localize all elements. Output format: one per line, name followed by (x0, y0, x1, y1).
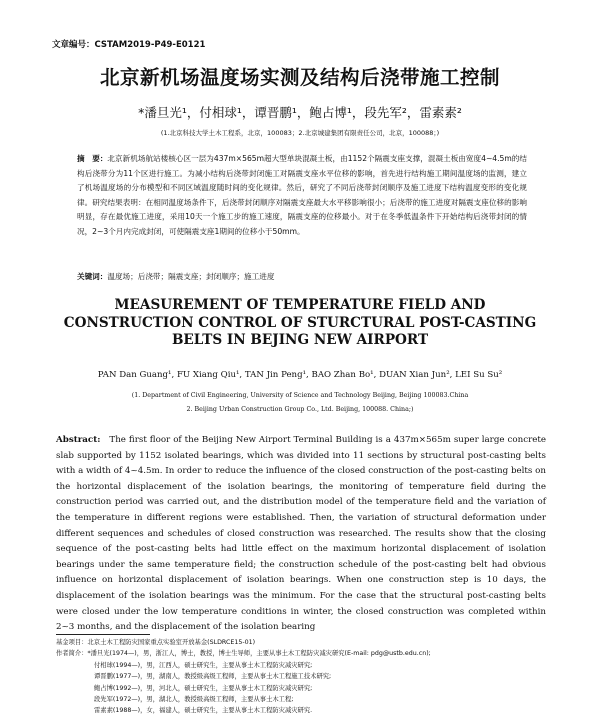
footnote-divider (56, 634, 150, 635)
footnote-label: 作者简介： (56, 650, 88, 658)
chinese-keywords (77, 271, 527, 282)
chinese-keywords-label: 关键词： (77, 272, 108, 281)
footnote-label: 基金项目： (56, 639, 88, 646)
english-title: MEASUREMENT OF TEMPERATURE FIELD AND CONSTRUCTION CONTROL OF STURCTURAL POST-CASTING BELTS IN BEJING NEW AIRPORT (63, 297, 537, 348)
footnote-author-5 (56, 694, 536, 705)
chinese-affiliation: (1.北京科技大学土木工程系，北京，100083；2.北京城建集团有限责任公司，北京，100088；) (160, 129, 440, 137)
chinese-authors: *潘旦光¹，付相球¹，谭晋鹏¹，鲍占博¹，段先军²，雷素素² (138, 105, 462, 120)
article-number: 文章编号：CSTAM2019-P49-E0121 (52, 40, 206, 50)
footnote-author-2 (56, 660, 536, 671)
english-abstract-text: The first floor of the Beijing New Airport Terminal Building is a 437m×565m super large concrete slab supported by 1152 isolated bearings, which was divided into 11 sections by structural post-casting belts with a width of 4~4.5m. In order to reduce the influence of the closed construction of the post-casting belts on the horizontal displacement of the isolation bearings, the monitoring of temperature field during the construction period was carried out, and the distribution model of the temperature field and the variation of the temperature in different regions were established. Then, the variation of structural deformation under different sequences and schedules of closed construction was researched. The results show that the closing sequence of the post-casting belts had little effect on the maximum horizontal displacement of isolation bearings under the same temperature field; the construction schedule of the post-casting belt had obvious influence on horizontal displacement of isolation bearings. When one construction step is 10 days, the displacement of the isolation bearings was the minimum. For the case that the structural post-casting belts were closed under the low temperature conditions in winter, the closed construction was completed within 2~3 months, and the displacement of the isolation bearing (56, 435, 546, 633)
english-abstract (56, 433, 546, 636)
chinese-title: 北京新机场温度场实测及结构后浇带施工控制 (99, 66, 500, 89)
footnote-text: 谭晋鹏(1977—)，男，湖南人，教授级高级工程师，主要从事土木工程施工技术研究; (94, 673, 332, 681)
chinese-abstract (77, 152, 527, 240)
footnote-author-4 (56, 683, 536, 694)
footnotes (56, 637, 536, 717)
footnote-text: *潘旦光(1974—)，男，浙江人，博士，教授，博士生导师，主要从事土木工程防灾减灾研究(E-mail: pdg@ustb.edu.cn); (87, 650, 431, 658)
chinese-keywords-text: 温度场；后浇带；隔震支座；封闭顺序；施工进度 (107, 272, 275, 281)
chinese-abstract-text: 北京新机场航站楼核心区一层为437m×565m超大型单块混凝土板，由1152个隔震支座支撑，混凝土板由宽度4~4.5m的结构后浇带分为11个区进行施工。为减小结构后浇带封闭施工对隔震支座水平位移的影响，首先进行结构施工期间温度场的监测，建立了机场温度场的分布模型和不同区域温度随时间的变化规律。然后，研究了不同后浇带封闭顺序及施工进度下结构温度变形的变化规律。研究结果表明：在相同温度场条件下，后浇带封闭顺序对隔震支座最大水平移影响很小；后浇带的施工进度对隔震支座位移的影响明显，存在最优施工进度，采用10天一个施工步的施工速度，隔震支座的位移最小。对于在冬季低温条件下开始结构后浇带封闭的情况，2~3个月内完成封闭，可使隔震支座1期间的位移小于50mm。 (77, 154, 527, 236)
footnote-text: 段先军(1972—)，男，湖北人，教授级高级工程师，主要从事土木工程; (94, 696, 294, 704)
footnote-text: 鲍占博(1992—)，男，河北人，硕士研究生，主要从事土木工程防灾减灾研究; (94, 684, 313, 692)
footnote-author-3 (56, 671, 536, 682)
footnote-text: 北京土木工程防灾国家重点实验室开放基金(SLDRCE15-01) (87, 639, 256, 646)
footnote-funding (56, 637, 536, 648)
english-affiliation-2: 2. Beijing Urban Construction Group Co., Ltd. Beijing, 100088. China;) (186, 406, 414, 413)
english-affiliation-1: (1. Department of Civil Engineering, University of Science and Technology Beijing, Beijing 100083.China (131, 392, 469, 399)
footnote-author-1 (56, 648, 536, 659)
chinese-abstract-label: 摘 要： (77, 154, 108, 163)
english-authors: PAN Dan Guang¹, FU Xiang Qiu¹, TAN Jin Peng¹, BAO Zhan Bo¹, DUAN Xian Jun², LEI Su Su² (97, 370, 503, 380)
footnote-text: 雷素素(1988—)，女，福建人，硕士研究生，主要从事土木工程防灾减灾研究. (94, 707, 313, 715)
english-abstract-label: Abstract: (56, 435, 101, 445)
footnote-author-6 (56, 705, 536, 716)
footnote-text: 付相球(1994—)，男，江西人，硕士研究生，主要从事土木工程防灾减灾研究; (94, 661, 313, 669)
